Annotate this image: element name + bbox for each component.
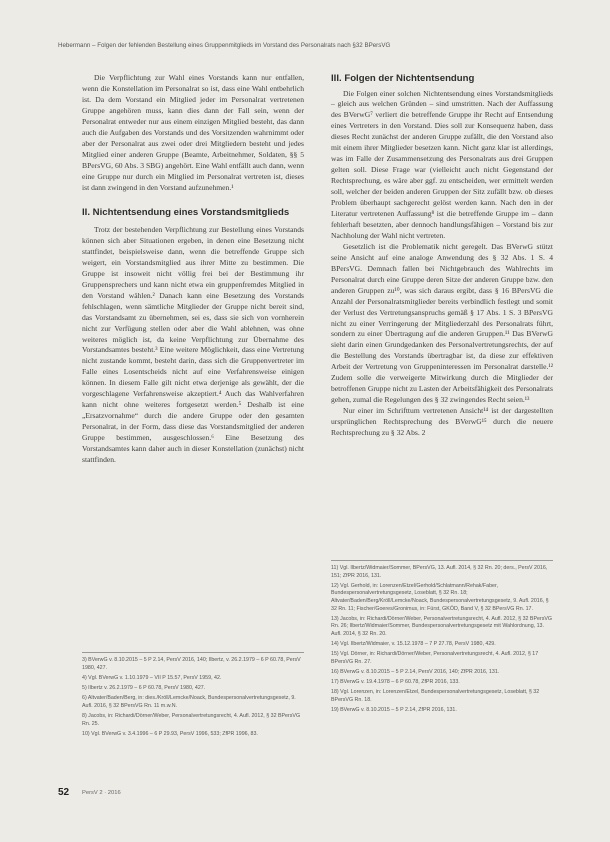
paragraph: Gesetzlich ist die Problematik nicht geregelt. Das BVerwG stützt seine Ansicht auf eine analoge Anwendung des § 32 Abs. 1 S. 4 BPersVG. Demnach fallen bei Nichtgebrauch des Wahlrechts im Personalrat durch eine Gruppe deren Sitze der anderen Gruppe bzw. den anderen Gruppen zu¹⁰, was sich daraus ergibt, dass § 16 BPersVG die Anzahl der Personalratsmitglieder bereits verbindlich festlegt und somit der Verlust des Vertretungsanspruchs gemäß § 17 Abs. 1 S. 3 BPersVG nicht zu einer Verringerung der Mitgliederzahl des Personalrats führt, sondern zu einer Übertragung auf die anderen Gruppen.¹¹ Das BVerwG sieht darin einen Grundgedanken des Personalvertretungsrechts, der auf die Bestellung des Vorstands übertragbar ist, da diese zur effektiven Arbeit der Vertretung von Gruppeninteressen im Personalrat darstelle.¹² Zudem solle die verweigerte Mitwirkung durch die Mitglieder der betroffenen Gruppe nicht zu Lasten der Arbeitsfähigkeit des Personalrats gehen, zumal die Regelungen des § 32 zwingendes Recht seien.¹³: [331, 241, 553, 405]
footnote: 4) Vgl. BVerwG v. 1.10.1979 – VII P 15.57, PersV 1959, 42.: [82, 674, 222, 681]
section-heading-nichtentsendung: II. Nichtentsendung eines Vorstandsmitglieds: [82, 207, 290, 219]
paragraph: Die Folgen einer solchen Nichtentsendung eines Vorstandsmitglieds – gleich aus welchen Gründen – sind umstritten. Nach der Auffassung des BVerwG⁷ verliert die betreffende Gruppe ihr Recht auf Entsendung eines Vertreters in den Vorstand. Dies soll zur Konsequenz haben, dass dieses Recht zunächst der anderen Gruppe zufällt, die den Vorstand also mit einem ihrer Mitglieder besetzen kann. Nicht ganz klar ist allerdings, was im Falle der Zusammensetzung des Personalrats aus drei Gruppen gelten soll. Diese Frage war (vielleicht auch nicht Gegenstand der Rechtsprechung, es wäre aber ggf. zu entscheiden, wer ermittelt werden soll, welcher der beiden anderen Gruppen der Sitz zufällt bzw. ob dieses Problem überhaupt sachgerecht gelöst werden kann. Nach den in der Literatur vertretenen Auffassung⁸ ist die betreffende Gruppe im – dann fehlerhaft besetzten, aber dennoch handlungsfähigen – Vorstand bis zur Nachholung der Wahl nicht vertreten.: [331, 88, 553, 240]
footnote-divider: [82, 652, 304, 653]
footnotes-right: [331, 560, 553, 717]
paragraph: Trotz der bestehenden Verpflichtung zur Bestellung eines Vorstands können sich aber Situationen ergeben, in denen eine Besetzung nicht stattfindet, beispielsweise dann, wenn die betreffende Gruppe sich weigert, ein Vorstandsmitglied aus ihrer Mitte zu bestimmen. Die Gruppe ist insoweit nicht völlig frei bei der Bestimmung ihr Gruppensprechers und kann nicht etwa ein gruppenfremdes Mitglied in den Vorstand wählen.² Danach kann eine Besetzung des Vorstands fehlschlagen, wenn sämtliche Mitglieder der Gruppe nicht bereit sind, das Vorstandsamt zu übernehmen, sei es, dass sie sich von vornherein nicht zur Verfügung stellen oder aber die Wahl ablehnen, was ohne weiteres möglich ist, da keine Verpflichtung zur Übernahme des Vorstandsamtes besteht.³ Eine weitere Möglichkeit, dass eine Vertretung nicht zustande kommt, besteht darin, dass sich die Gruppenvertreter im Falle eines Losentscheids nicht auf eine Verfahrensweise einigen können. In diesem Falle gilt nicht etwa derjenige als gewählt, der die vorgeschlagene Verfahrensweise akzeptiert.⁴ Auch das Wahlverfahren kann nicht ohne weiteres fortgesetzt werden.⁵ Deshalb ist eine „Ersatzvornahme“ durch die andere Gruppe oder den gesamten Personalrat, in der Form, dass diese das Vorstandsmitglied der anderen Gruppe bestimmen, ausgeschlossen.⁶ Eine Besetzung des Vorstandsamtes kann daher auch in dieser Konstellation (zunächst) nicht stattfinden.: [82, 224, 304, 464]
left-intro: [82, 73, 304, 193]
footnote: 8) Jacobs, in: Richardi/Dörner/Weber, Personalvertretungsrecht, 4. Aufl. 2012, § 32 BPersVG Rn. 25.: [82, 712, 301, 727]
footnote: 18) Vgl. Lorenzen, in: Lorenzen/Etzel, Bundespersonalvertretungsgesetz, Loseblatt, § 32 BPersVG Rn. 18.: [331, 689, 540, 704]
left-column: [82, 73, 304, 466]
footnote: 15) Vgl. Dörner, in: Richardi/Dörner/Weber, Personalvertretungsrecht, 4. Aufl. 2012, § 17 BPersVG Rn. 27.: [331, 651, 539, 665]
page-number: 52: [58, 787, 70, 798]
section-heading-folgen: III. Folgen der Nichtentsendung: [331, 73, 475, 84]
footnote: 13) Jacobs, in: Richardi/Dörner/Weber, Personalvertretungsrecht, 4. Aufl. 2012, § 32 BPersVG Rn. 26; Ilbertz/Widmaier/Sommer, Bundespersonalvertretungsgesetz mit Wahlordnung, 13. Aufl. 2014, § 32 Rn. 20.: [331, 615, 553, 637]
footnote: 11) Vgl. Ilbertz/Widmaier/Sommer, BPersVG, 13. Aufl. 2014, § 32 Rn. 20; ders., PersV 2016, 151; ZfPR 2016, 131.: [331, 565, 548, 579]
footnote: 19) BVerwG v. 8.10.2015 – 5 P 2.14, ZfPR 2016, 131.: [331, 707, 457, 714]
footnote: 10) Vgl. BVerwG v. 3.4.1996 – 6 P 29.93, PersV 1996, 533; ZfPR 1996, 83.: [82, 730, 258, 737]
footnote: 12) Vgl. Gerhold, in: Lorenzen/Etzel/Gerhold/Schlatmann/Rehak/Faber, Bundespersonalvertretungsgesetz, Loseblatt, § 32 Rn. 18; Altvater/Baden/Berg/Kröll/Lemcke/Noack, Bundespersonalvertretungsgesetz, 9. Aufl. 2016, § 32 Rn. 11; Fischer/Goeres/Gronimus, in: Fürst, GKÖD, Band V, § 32 BPersVG Rn. 17.: [331, 582, 549, 612]
footnote: 16) BVerwG v. 8.10.2015 – 5 P 2.14, PersV 2016, 140; ZfPR 2016, 131.: [331, 669, 500, 676]
journal-issue: PersV 2 · 2016: [82, 790, 121, 796]
right-column: [331, 73, 553, 439]
footnote: 14) Vgl. Ilbertz/Widmaier, v. 15.12.1978 – 7 P 27.78, PersV 1980, 429.: [331, 641, 496, 648]
paragraph: Die Verpflichtung zur Wahl eines Vorstands kann nur entfallen, wenn die Konstellation im Personalrat so ist, dass eine Wahl entbehrlich ist. Da dem Vorstand ein Mitglied jeder im Personalrat vertretenen Gruppe angehören muss, kann dies dann der Fall sein, wenn der Personalrat entweder nur aus einem einzigen Mitglied besteht, das dann auch die Aufgaben des Vorstands und des Vorsitzenden wahrnimmt oder aber der Personalrat aus zwei oder drei Mitgliedern besteht und jedes Mitglied einer anderen Gruppe (Beamte, Arbeitnehmer, Soldaten, §§ 5 BPersVG, 60 Abs. 3 SBG) angehört. Eine Wahl entfällt auch dann, wenn eine Gruppe nur durch ein Mitglied im Personalrat vertreten ist, dieses ist dann zwingend in den Vorstand aufzunehmen.¹: [82, 73, 304, 192]
footnotes-left: [82, 652, 304, 741]
paragraph: Nur einer im Schrifttum vertretenen Ansicht¹⁴ ist der dargestellten ursprünglichen Rechtsprechung des BVerwG¹⁵ durch die neuere Rechtsprechung zu § 32 Abs. 2: [331, 406, 553, 438]
running-header: Hebermann – Folgen der fehlenden Bestellung eines Gruppenmitglieds im Vorstand des Personalrats nach §32 BPersVG: [58, 42, 391, 49]
footnote-divider: [331, 560, 553, 561]
footnote: 5) Ilbertz v. 26.2.1979 – 6 P 60.78, PersV 1980, 427.: [82, 684, 206, 691]
footnote: 3) BVerwG v. 8.10.2015 – 5 P 2.14, PersV 2016, 140; Ilbertz, v. 26.2.1979 – 6 P 60.78, PersV 1980, 427.: [82, 657, 301, 671]
footnote: 6) Altvater/Baden/Berg, in: dies./Kröll/Lemcke/Noack, Bundespersonalvertretungsgesetz, 9. Aufl. 2016, § 32 BPersVG Rn. 11 m.w.N.: [82, 695, 296, 709]
footnote: 17) BVerwG v. 19.4.1978 – 6 P 60.78, ZfPR 2016, 133.: [331, 679, 460, 686]
